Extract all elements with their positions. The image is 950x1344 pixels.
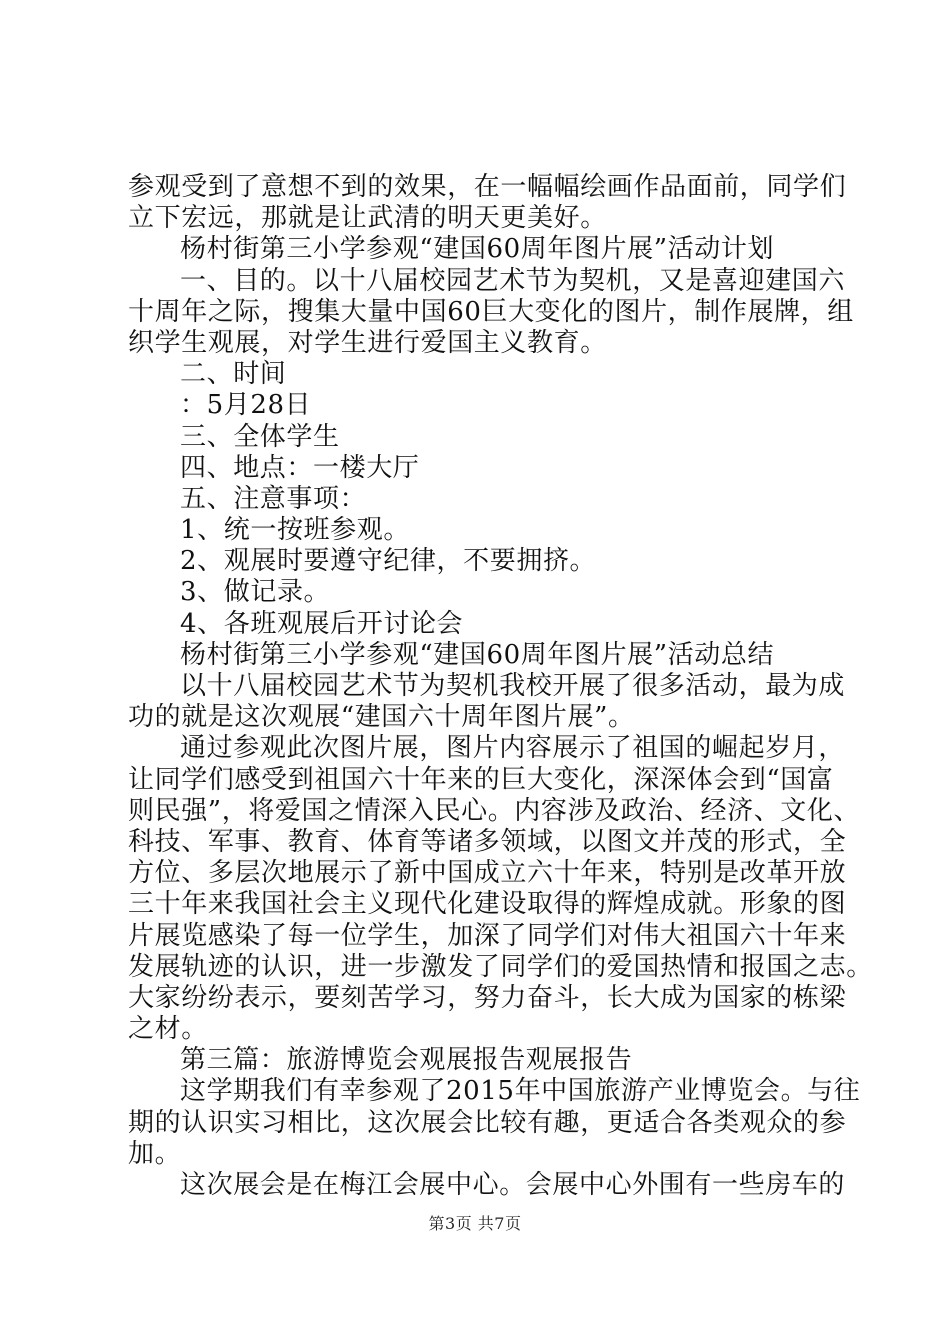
text-line: 四、地点：一楼大厅 [180,452,420,483]
text-line: 杨村街第三小学参观“建国60周年图片展”活动计划 [180,234,775,265]
text-line: 二、时间 [180,359,287,390]
text-line: 通过参观此次图片展，图片内容展示了祖国的崛起岁月， [180,733,846,764]
text-line: 第三篇：旅游博览会观展报告观展报告 [180,1045,633,1076]
text-line: 织学生观展，对学生进行爱国主义教育。 [128,327,607,358]
text-line: 方位、多层次地展示了新中国成立六十年来，特别是改革开放 [128,858,847,889]
text-line: 之材。 [128,1014,208,1045]
text-line: 让同学们感受到祖国六十年来的巨大变化，深深体会到“国富 [128,764,834,795]
text-line: 期的认识实习相比，这次展会比较有趣，更适合各类观众的参 [128,1107,847,1138]
text-line: 五、注意事项： [180,483,367,514]
text-line: 杨村街第三小学参观“建国60周年图片展”活动总结 [180,639,775,670]
text-line: 以十八届校园艺术节为契机我校开展了很多活动，最为成 [180,671,846,701]
text-line: 3、做记录。 [180,577,331,608]
text-line: 三、全体学生 [180,421,340,452]
text-line: 则民强”，将爱国之情深入民心。内容涉及政治、经济、文化、 [128,795,861,826]
document-body [128,172,873,1201]
text-line: 立下宏远，那就是让武清的明天更美好。 [128,203,607,234]
text-line: 参观受到了意想不到的效果，在一幅幅绘画作品面前，同学们 [128,172,847,202]
text-line: 发展轨迹的认识，进一步激发了同学们的爱国热情和报国之志。 [128,951,873,982]
text-line: 2、观展时要遵守纪律，不要拥挤。 [180,546,597,577]
text-line: ：5月28日 [180,390,312,421]
text-line: 片展览感染了每一位学生，加深了同学们对伟大祖国六十年来 [128,920,847,951]
text-line: 三十年来我国社会主义现代化建设取得的辉煌成就。形象的图 [128,889,847,920]
text-line: 这学期我们有幸参观了2015年中国旅游产业博览会。与往 [180,1076,861,1107]
text-line: 功的就是这次观展“建国六十周年图片展”。 [128,702,635,733]
text-line: 科技、军事、教育、体育等诸多领域，以图文并茂的形式，全 [128,826,847,857]
text-line: 一、目的。以十八届校园艺术节为契机，又是喜迎建国六 [180,265,846,296]
text-line: 这次展会是在梅江会展中心。会展中心外围有一些房车的 [180,1170,846,1200]
page-footer: 第3页 共7页 [428,1214,522,1233]
text-line: 加。 [128,1138,182,1169]
text-line: 十周年之际，搜集大量中国60巨大变化的图片，制作展牌，组 [128,296,854,327]
text-line: 大家纷纷表示，要刻苦学习，努力奋斗，长大成为国家的栋梁 [128,982,847,1013]
text-line: 4、各班观展后开讨论会 [180,608,464,639]
text-line: 1、统一按班参观。 [180,515,410,546]
